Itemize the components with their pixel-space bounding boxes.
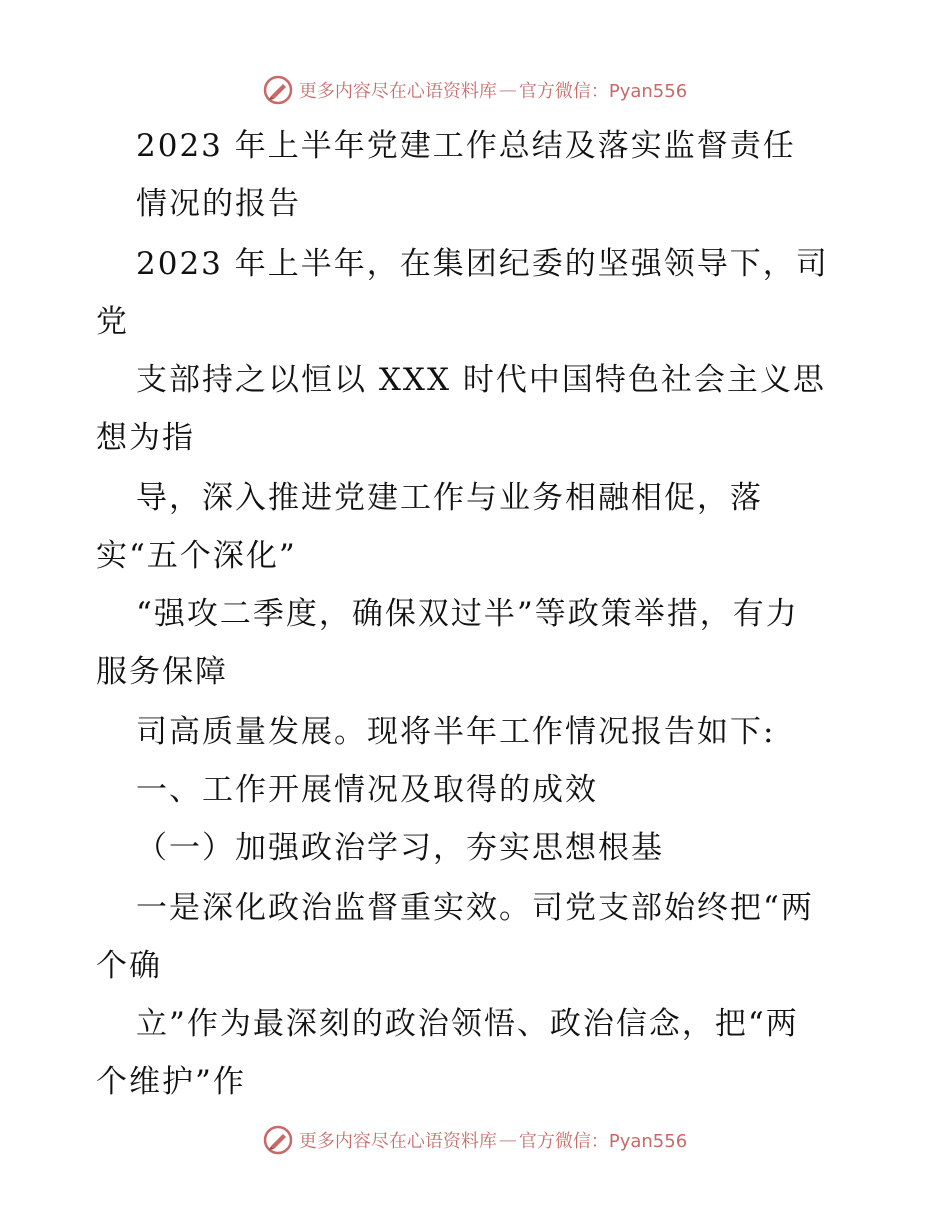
section-heading: 一、工作开展情况及取得的成效 [136,772,598,808]
watermark-contact: 官方微信：Pyan556 [518,81,688,102]
watermark-separator: — [498,79,517,101]
doc-title-line-2: 情况的报告 [136,186,301,222]
watermark-separator: — [498,1129,517,1151]
paragraph-line: 个维护”作 [96,1064,246,1100]
footer-watermark [0,1120,950,1160]
doc-title-line-1: 2023 年上半年党建工作总结及落实监督责任 [136,128,796,164]
brand-logo-icon [263,1125,293,1155]
paragraph-line: 支部持之以恒以 XXX 时代中国特色社会主义思 [136,362,826,398]
paragraph-line: 司高质量发展。现将半年工作情况报告如下: [136,714,776,750]
paragraph-line: 服务保障 [96,654,228,690]
paragraph-line: 党 [96,304,129,340]
watermark-contact: 官方微信：Pyan556 [518,1131,688,1152]
paragraph-line: 导，深入推进党建工作与业务相融相促，落 [136,480,763,516]
paragraph-line: 实“五个深化” [96,538,297,574]
subsection-heading: （一）加强政治学习，夯实思想根基 [136,830,664,866]
watermark-brand: 更多内容尽在心语资料库 [298,81,497,102]
paragraph-line: 想为指 [96,420,195,456]
watermark-brand: 更多内容尽在心语资料库 [298,1131,497,1152]
paragraph-line: “强攻二季度，确保双过半”等政策举措，有力 [136,596,799,632]
paragraph-line: 立”作为最深刻的政治领悟、政治信念，把“两 [136,1006,799,1042]
paragraph-line: 一是深化政治监督重实效。司党支部始终把“两 [136,890,814,926]
paragraph-line: 2023 年上半年，在集团纪委的坚强领导下，司 [136,246,829,282]
brand-logo-icon [263,75,293,105]
paragraph-line: 个确 [96,948,162,984]
header-watermark [0,70,950,110]
